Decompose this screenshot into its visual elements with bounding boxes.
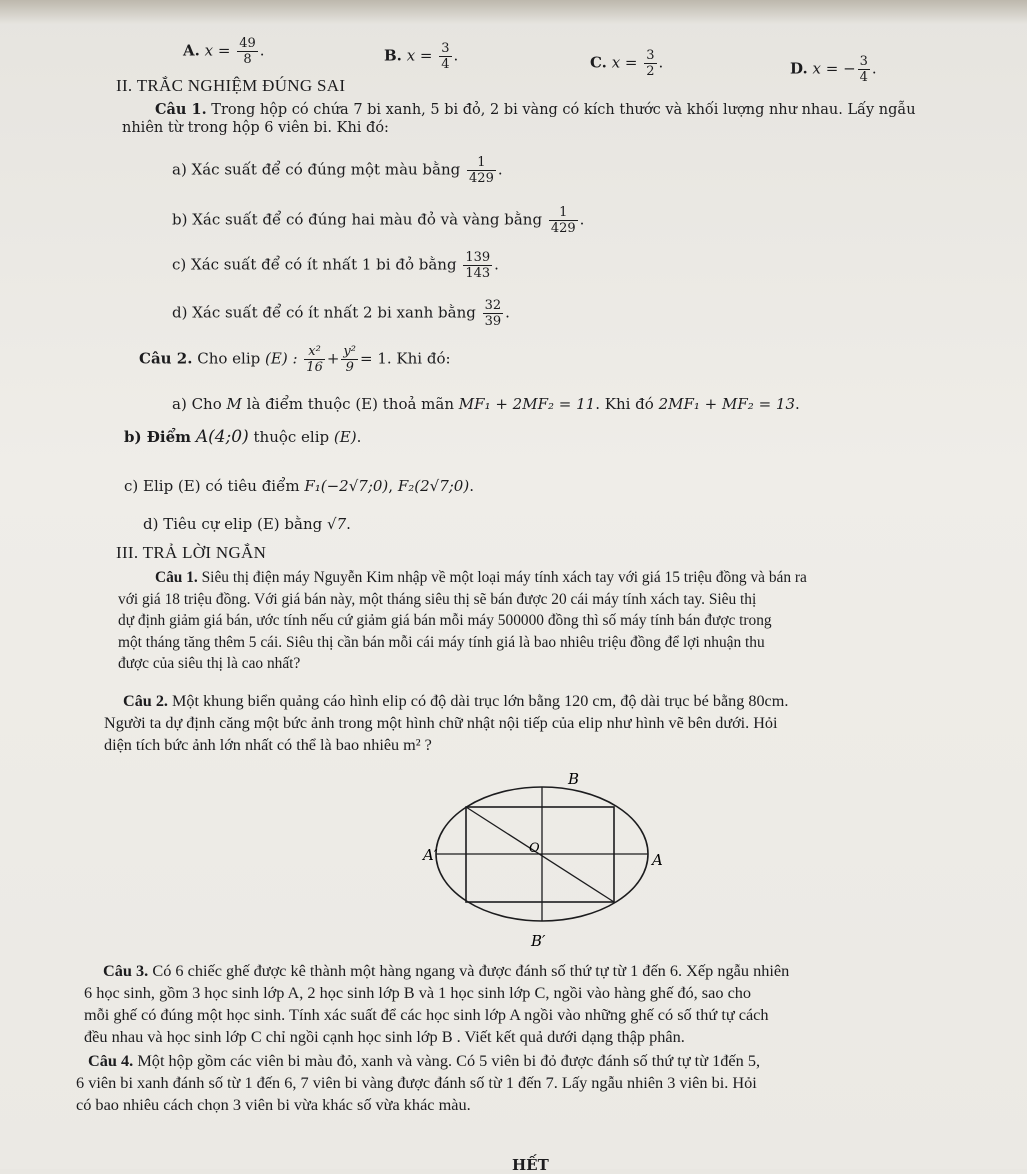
choice-c: C. x = $\frac{3}{2}$ . bbox=[590, 48, 664, 79]
label-b: B bbox=[568, 770, 580, 788]
s2-q1-d: d) Xác suất để có ít nhất 2 bi xanh bằng $\frac{32}{39}$ . bbox=[172, 298, 510, 329]
s2-q2-b: b) Điểm A(4;0) thuộc elip (E). bbox=[124, 427, 362, 447]
s3-q4: Câu 4. Một hộp gồm các viên bi màu đỏ, xanh và vàng. Có 5 viên bi đỏ được đánh số thứ tự từ 1đến 5, 6 viên bi xanh đánh số từ 1 đến 6, 7 viên bi vàng được đánh số từ 1 đến 7. Lấy ngẫu nhiên 3 viên bi. Hỏi có bao nhiêu cách chọn 3 viên bi vừa khác số vừa khác màu. bbox=[76, 1051, 761, 1114]
label-a-prime: A′ bbox=[423, 846, 438, 864]
s3-q3: Câu 3. Có 6 chiếc ghế được kê thành một hàng ngang và được đánh số thứ tự từ 1 đến 6. Xếp ngẫu nhiên 6 học sinh, gồm 3 học sinh lớp A, 2 học sinh lớp B và 1 học sinh lớp C, ngồi vào hàng ghế đó, sao cho mỗi ghế có đúng một học sinh. Tính xác suất để các học sinh lớp A ngồi vào những ghế có số thứ tự cách đều nhau và học sinh lớp C chỉ ngồi cạnh học sinh lớp B . Viết kết quả dưới dạng thập phân. bbox=[84, 961, 790, 1046]
label-o: O bbox=[529, 841, 540, 856]
page-edge-shadow bbox=[0, 0, 1027, 24]
label-a: A bbox=[652, 851, 663, 869]
s2-q2-c: c) Elip (E) có tiêu điểm F₁(−2√7;0), F₂(2√7;0). bbox=[124, 477, 474, 495]
section-2-title: II. TRẮC NGHIỆM ĐÚNG SAI bbox=[116, 76, 346, 95]
footer-end: HẾT bbox=[512, 1156, 549, 1174]
ellipse-diagram bbox=[418, 770, 668, 970]
choice-d: D. x = − $\frac{3}{4}$ . bbox=[790, 54, 877, 85]
s2-q1-a: a) Xác suất để có đúng một màu bằng $\frac{1}{429}$ . bbox=[172, 155, 503, 186]
s2-q1-b: b) Xác suất để có đúng hai màu đỏ và vàng bằng $\frac{1}{429}$ . bbox=[172, 205, 585, 236]
choice-b: B. x = $\frac{3}{4}$ . bbox=[384, 41, 459, 72]
s2-q1-line2: nhiên từ trong hộp 6 viên bi. Khi đó: bbox=[122, 120, 389, 136]
s2-q1-c: c) Xác suất để có ít nhất 1 bi đỏ bằng $\frac{139}{143}$ . bbox=[172, 250, 499, 281]
s3-q2: Câu 2. Một khung biển quảng cáo hình elip có độ dài trục lớn bằng 120 cm, độ dài trục bé bằng 80cm. Người ta dự định căng một bức ảnh trong một hình chữ nhật nội tiếp của elip như hình vẽ bên dưới. Hỏi diện tích bức ảnh lớn nhất có thể là bao nhiêu m² ? bbox=[104, 692, 789, 754]
choice-a: A. x = $\frac{49}{8}$ . bbox=[183, 36, 265, 67]
s2-q2-intro: Câu 2. Cho elip (E) : $\frac{\text{x²}}{16}$ + $\frac{\text{y²}}{9}$ = 1. Khi đó: bbox=[139, 344, 451, 375]
s2-q2-a: a) Cho M là điểm thuộc (E) thoả mãn MF₁ + 2MF₂ = 11. Khi đó 2MF₁ + MF₂ = 13. bbox=[172, 395, 800, 413]
section-3-title: III. TRẢ LỜI NGẮN bbox=[116, 543, 267, 562]
s2-q2-d: d) Tiêu cự elip (E) bằng √7. bbox=[143, 515, 351, 533]
s3-q1: Câu 1. Siêu thị điện máy Nguyễn Kim nhập về một loại máy tính xách tay với giá 15 triệu đồng và bán ra với giá 18 triệu đồng. Với giá bán này, một tháng siêu thị sẽ bán được 20 cái máy tính xách tay. Siêu thị dự định giảm giá bán, ước tính nếu cứ giảm giá bán mỗi máy 500000 đồng thì số máy tính bán được trong một tháng tăng thêm 5 cái. Siêu thị cần bán mỗi cái máy tính giá là bao nhiêu triệu đồng để lợi nhuận thu được của siêu thị là cao nhất? bbox=[118, 569, 807, 672]
s2-q1-line1: Câu 1. Trong hộp có chứa 7 bi xanh, 5 bi đỏ, 2 bi vàng có kích thước và khối lượng như nhau. Lấy ngẫu bbox=[155, 101, 916, 118]
label-b-prime: B′ bbox=[531, 932, 546, 950]
